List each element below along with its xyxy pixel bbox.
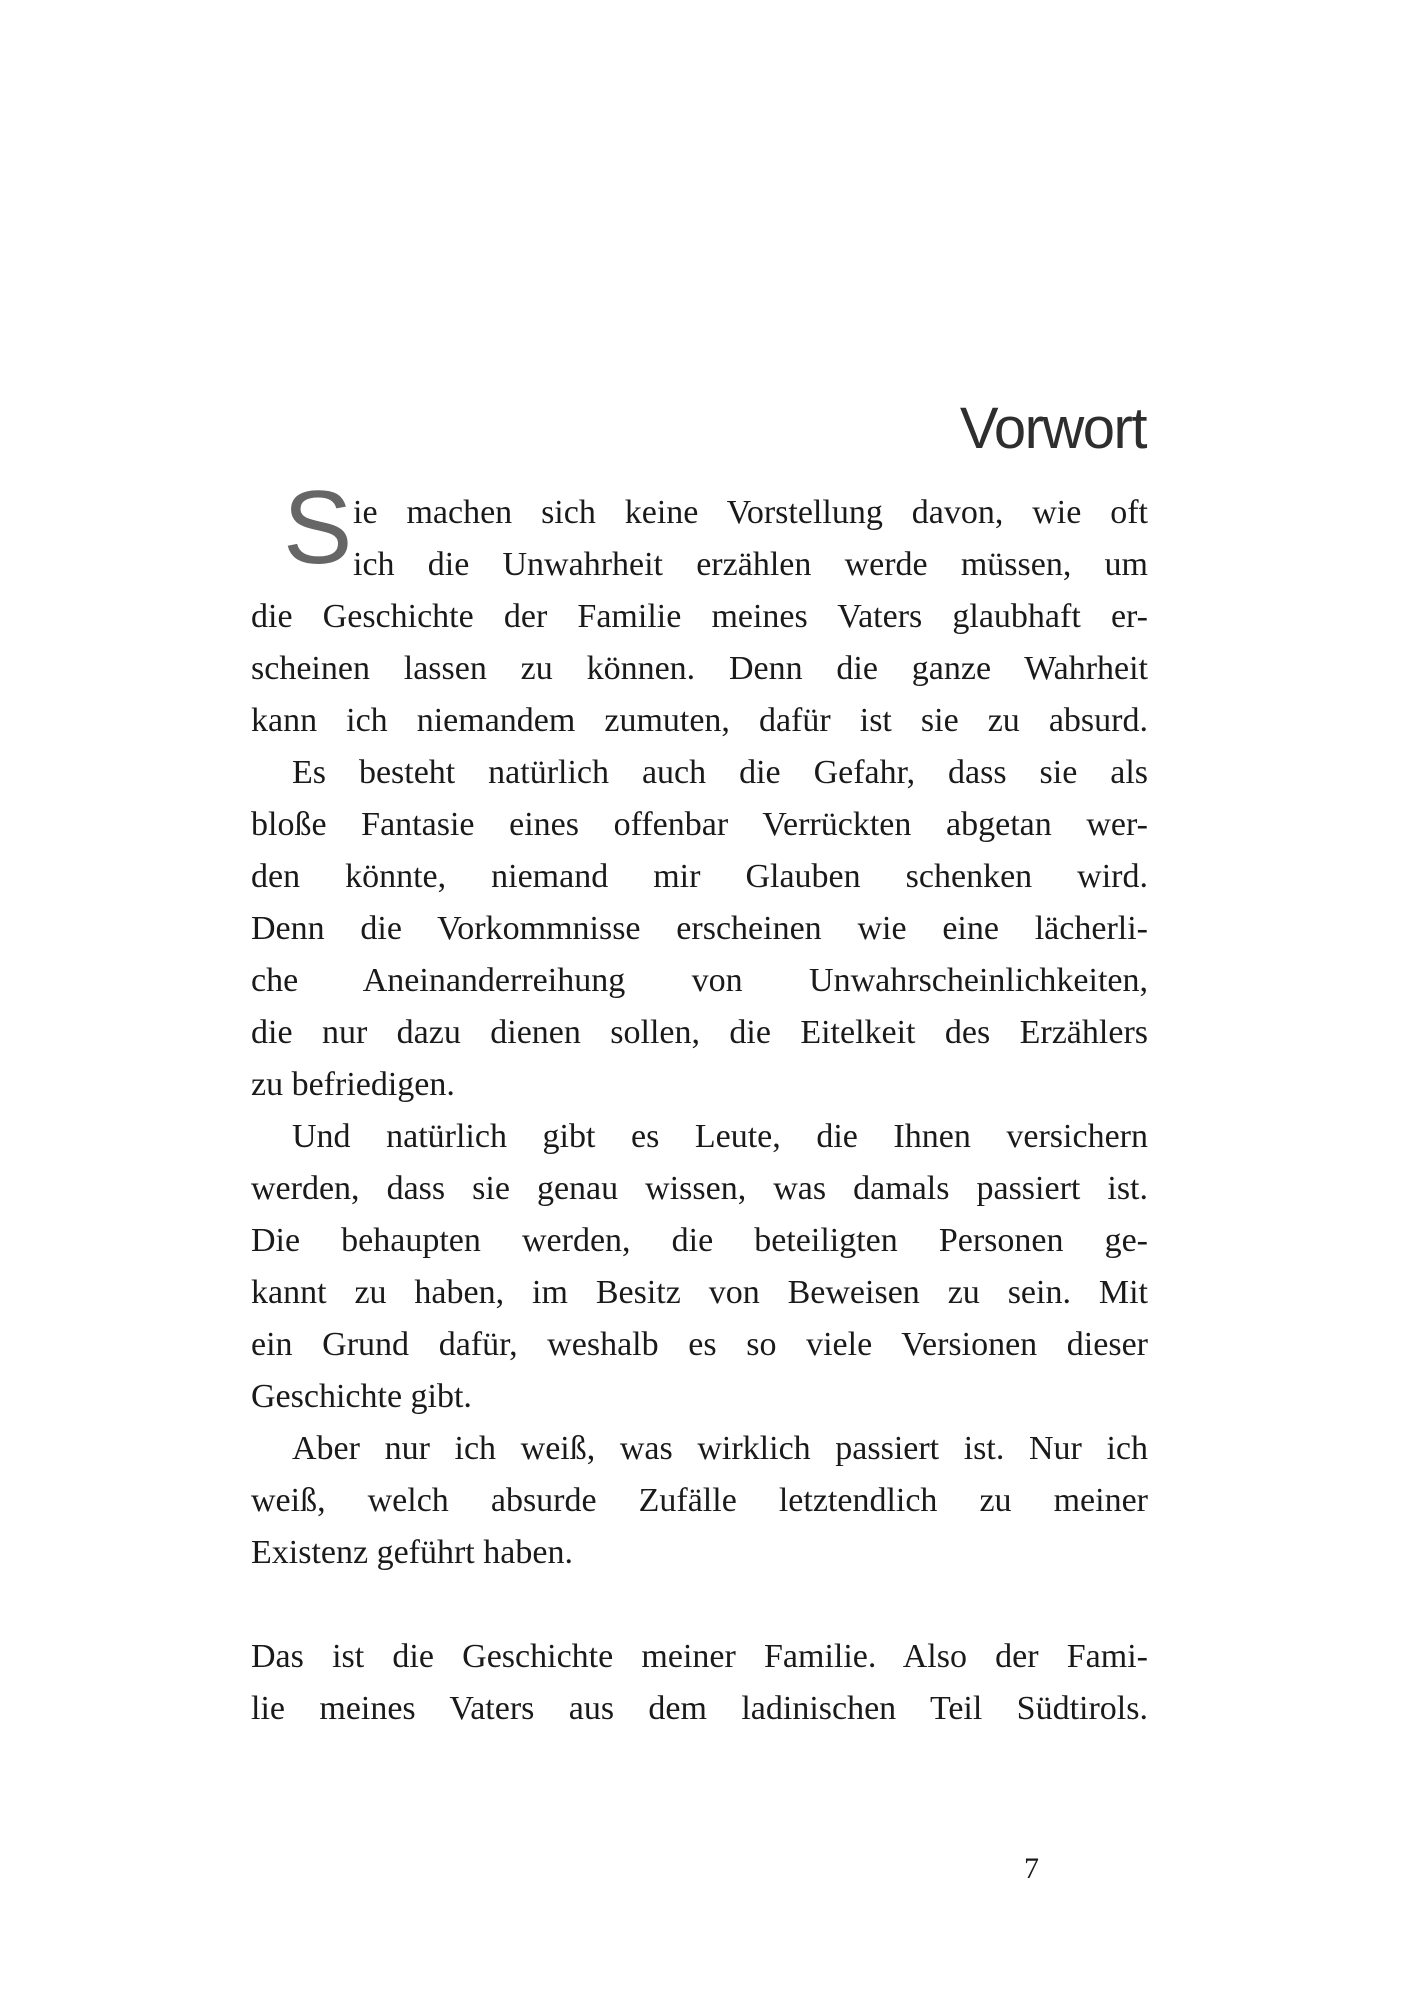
paragraph (251, 1631, 1148, 1735)
body-text (251, 487, 1148, 1735)
text-line: Das ist die Geschichte meiner Familie. Also der Fami- (251, 1638, 1148, 1675)
text-line: den könnte, niemand mir Glauben schenken wird. (251, 858, 1148, 895)
text-line: Und natürlich gibt es Leute, die Ihnen versichern (292, 1118, 1148, 1155)
drop-cap: S (283, 470, 353, 586)
text-line: scheinen lassen zu können. Denn die ganze Wahrheit (251, 650, 1148, 687)
text-line: Existenz geführt haben. (251, 1534, 573, 1571)
text-line: Geschichte gibt. (251, 1378, 472, 1415)
paragraph (251, 487, 1148, 747)
text-line: ein Grund dafür, weshalb es so viele Versionen dieser (251, 1326, 1148, 1363)
text-line: werden, dass sie genau wissen, was damals passiert ist. (251, 1170, 1148, 1207)
text-line: che Aneinanderreihung von Unwahrscheinlichkeiten, (251, 962, 1148, 999)
page-number: 7 (1024, 1852, 1039, 1885)
text-line: Die behaupten werden, die beteiligten Personen ge- (251, 1222, 1148, 1259)
text-line: kannt zu haben, im Besitz von Beweisen zu sein. Mit (251, 1274, 1148, 1311)
text-line: lie meines Vaters aus dem ladinischen Teil Südtirols. (251, 1690, 1148, 1727)
text-line: die Geschichte der Familie meines Vaters glaubhaft er- (251, 598, 1148, 635)
text-line: Es besteht natürlich auch die Gefahr, dass sie als (292, 754, 1148, 791)
text-line: Denn die Vorkommnisse erscheinen wie eine lächerli- (251, 910, 1148, 947)
text-line: kann ich niemandem zumuten, dafür ist sie zu absurd. (251, 702, 1148, 739)
text-line: Aber nur ich weiß, was wirklich passiert ist. Nur ich (292, 1430, 1148, 1467)
paragraph (251, 1423, 1148, 1579)
paragraph (251, 1111, 1148, 1423)
text-line: ich die Unwahrheit erzählen werde müssen, um (353, 546, 1148, 583)
paragraph-gap (251, 1579, 1148, 1631)
text-line: die nur dazu dienen sollen, die Eitelkeit des Erzählers (251, 1014, 1148, 1051)
text-line: zu befriedigen. (251, 1066, 455, 1103)
chapter-title: Vorwort (959, 395, 1146, 461)
text-line: bloße Fantasie eines offenbar Verrückten abgetan wer- (251, 806, 1148, 843)
paragraph (251, 747, 1148, 1111)
text-line: weiß, welch absurde Zufälle letztendlich zu meiner (251, 1482, 1148, 1519)
text-line: ie machen sich keine Vorstellung davon, wie oft (353, 494, 1148, 531)
